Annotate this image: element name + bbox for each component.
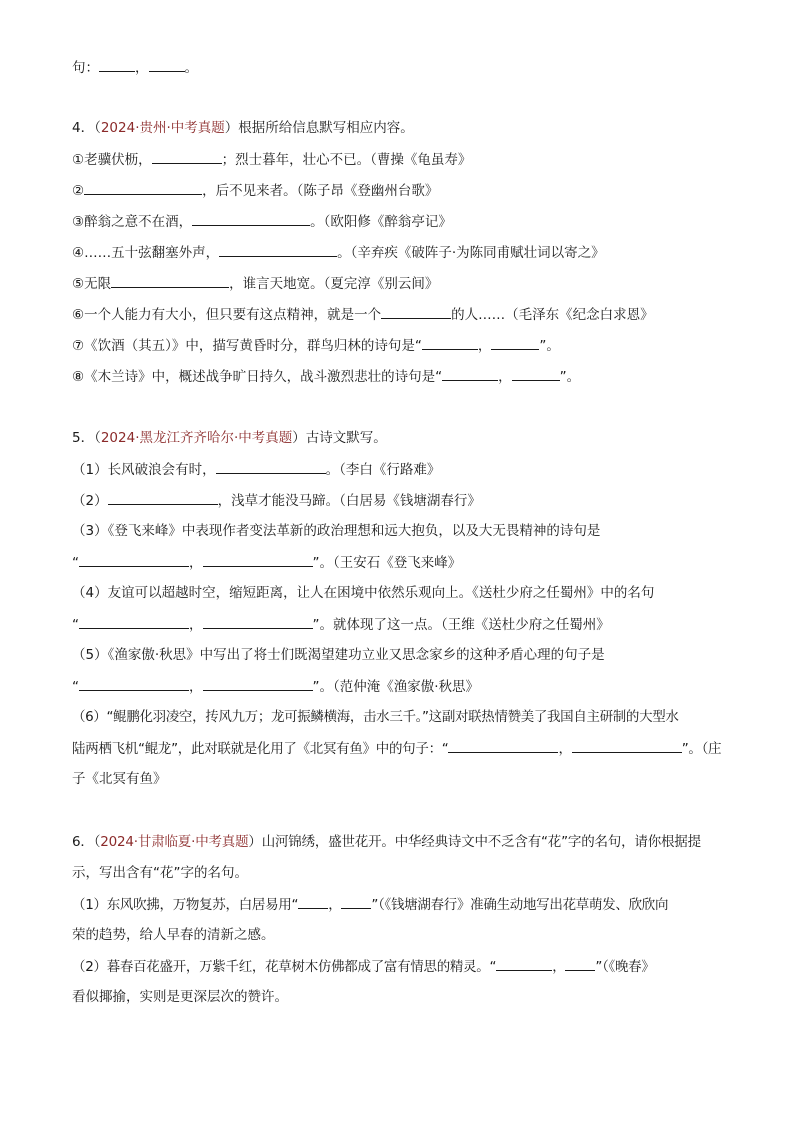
- question-number: 5．（: [72, 430, 101, 446]
- answer-blank[interactable]: [512, 366, 560, 381]
- text: ④……五十弦翻塞外声，: [72, 245, 220, 261]
- text: ，谁言天地宽。（夏完淳《别云间》: [229, 276, 439, 292]
- q4-item-7: [72, 335, 724, 355]
- q6-line-6: [72, 987, 724, 1007]
- q4-item-5: [72, 273, 724, 293]
- answer-blank[interactable]: [149, 57, 185, 72]
- text: ，: [189, 555, 203, 571]
- text: ⑦《饮酒（其五）》中，描写黄昏时分，群鸟归林的诗句是“: [72, 338, 422, 354]
- question-text: 根据所给信息默写相应内容。: [238, 120, 414, 136]
- answer-blank[interactable]: [496, 956, 552, 971]
- answer-blank[interactable]: [203, 552, 313, 567]
- question-6-stem: [72, 832, 724, 852]
- question-source: 2024·甘肃临夏·中考真题: [100, 834, 249, 850]
- answer-blank[interactable]: [298, 894, 328, 909]
- text: ，浅草才能没马蹄。（白居易《钱塘湖春行》: [217, 493, 481, 509]
- q5-line-11: [72, 769, 724, 789]
- text: “: [72, 555, 79, 571]
- text: ）: [248, 834, 262, 850]
- q5-line-1: [72, 459, 724, 479]
- q5-line-8: [72, 676, 724, 696]
- text: ”（《晚春》: [595, 959, 655, 975]
- question-number: 6．（: [72, 834, 101, 850]
- text: 子《北冥有鱼》: [72, 771, 167, 787]
- text: ，: [477, 338, 492, 354]
- answer-blank[interactable]: [111, 273, 229, 288]
- text: 陆两栖飞机“鲲龙”，此对联就是化用了《北冥有鱼》中的句子：“: [72, 741, 449, 757]
- text: （4）友谊可以超越时空，缩短距离，让人在困境中依然乐观向上。《送杜少府之任蜀州》中的名句: [72, 585, 655, 601]
- q5-line-5: [72, 583, 724, 603]
- text: ”。（庄: [681, 741, 722, 757]
- q5-line-10: [72, 738, 724, 758]
- text: ”。: [539, 338, 560, 354]
- text: （3）《登飞来峰》中表现作者变法革新的政治理想和远大抱负，以及大无畏精神的诗句是: [72, 523, 601, 539]
- answer-blank[interactable]: [422, 335, 478, 350]
- text: 荣的趋势，给人早春的清新之感。: [72, 927, 275, 943]
- question-text: 山河锦绣，盛世花开。中华经典诗文中不乏含有“花”字的名句，请你根据提: [261, 834, 701, 850]
- question-number: 4．（: [72, 120, 101, 136]
- text: ②: [72, 183, 85, 199]
- text: 示，写出含有“花”字的名句。: [72, 865, 248, 881]
- q4-item-1: [72, 149, 724, 169]
- answer-blank[interactable]: [79, 552, 189, 567]
- q6-line-5: [72, 956, 724, 976]
- answer-blank[interactable]: [99, 57, 135, 72]
- text: （1）东风吹拂，万物复苏，白居易用“: [72, 897, 299, 913]
- question-text: 古诗文默写。: [305, 430, 387, 446]
- text: ⑧《木兰诗》中，概述战争旷日持久，战斗激烈悲壮的诗句是“: [72, 369, 443, 385]
- text: （1）长风破浪会有时，: [72, 462, 216, 478]
- answer-blank[interactable]: [219, 242, 337, 257]
- text: 。: [184, 60, 198, 76]
- q5-line-6: [72, 614, 724, 634]
- answer-blank[interactable]: [192, 211, 310, 226]
- answer-blank[interactable]: [491, 335, 539, 350]
- q4-item-3: [72, 211, 724, 231]
- answer-blank[interactable]: [448, 738, 558, 753]
- q4-item-8: [72, 366, 724, 386]
- text: （5）《渔家傲·秋思》中写出了将士们既渴望建功立业又思念家乡的这种矛盾心理的句子是: [72, 647, 605, 663]
- answer-blank[interactable]: [203, 676, 313, 691]
- q6-line-3: [72, 894, 724, 914]
- question-4-stem: [72, 118, 724, 138]
- text: ，: [552, 959, 566, 975]
- text: ，: [328, 897, 342, 913]
- text: ”（《钱塘湖春行》准确生动地写出花草萌发、欣欣向: [371, 897, 669, 913]
- answer-blank[interactable]: [381, 304, 451, 319]
- text: 的人……（毛泽东《纪念白求恩》: [451, 307, 654, 323]
- text: （6）“鲲鹏化羽凌空，抟风九万；龙可振鳞横海，击水三千。”这副对联热情赞美了我国自主研制的大型水: [72, 709, 679, 725]
- text: ，: [498, 369, 512, 385]
- text: ③醉翁之意不在酒，: [72, 214, 193, 230]
- text: （2）: [72, 493, 108, 509]
- answer-blank[interactable]: [203, 614, 313, 629]
- text: 。（辛弃疾《破阵子·为陈同甫赋壮词以寄之》: [337, 245, 605, 261]
- text: “: [72, 679, 79, 695]
- answer-blank[interactable]: [79, 614, 189, 629]
- text: ”。（王安石《登飞来峰》: [312, 555, 462, 571]
- text: ，: [189, 679, 203, 695]
- text: ”。（范仲淹《渔家傲·秋思》: [312, 679, 480, 695]
- text: ，: [135, 60, 149, 76]
- text: ”。就体现了这一点。（王维《送杜少府之任蜀州》: [312, 617, 610, 633]
- text: ，后不见来者。（陈子昂《登幽州台歌》: [202, 183, 439, 199]
- text: ⑥一个人能力有大小，但只要有这点精神，就是一个: [72, 307, 382, 323]
- text: ）: [224, 120, 239, 136]
- text: 看似揶揄，实则是更深层次的赞许。: [72, 989, 288, 1005]
- q5-line-2: [72, 490, 724, 510]
- q4-item-4: [72, 242, 724, 262]
- text: （2）暮春百花盛开，万紫千红，花草树木仿佛都成了富有情思的精灵。“: [72, 959, 497, 975]
- question-5-stem: [72, 428, 724, 448]
- text: ”。: [559, 369, 581, 385]
- text: ，: [189, 617, 203, 633]
- answer-blank[interactable]: [216, 459, 326, 474]
- question-source: 2024·黑龙江齐齐哈尔·中考真题: [100, 430, 293, 446]
- q5-line-4: [72, 552, 724, 572]
- text: ）: [292, 430, 306, 446]
- text: 。（欧阳修《醉翁亭记》: [310, 214, 452, 230]
- answer-blank[interactable]: [152, 149, 222, 164]
- q5-line-9: [72, 707, 724, 727]
- text: 。（李白《行路难》: [325, 462, 441, 478]
- answer-blank[interactable]: [572, 738, 682, 753]
- q6-line-2: [72, 863, 724, 883]
- text: ⑤无限: [72, 276, 112, 292]
- answer-blank[interactable]: [341, 894, 371, 909]
- q4-item-2: [72, 180, 724, 200]
- text: “: [72, 617, 79, 633]
- answer-blank[interactable]: [84, 180, 202, 195]
- text: ①老骥伏枥，: [72, 152, 152, 168]
- text: ，: [558, 741, 572, 757]
- q4-item-6: [72, 304, 724, 324]
- question-source: 2024·贵州·中考真题: [100, 120, 225, 136]
- answer-blank[interactable]: [442, 366, 498, 381]
- q5-line-3: [72, 521, 724, 541]
- text: 句：: [72, 60, 99, 76]
- answer-blank[interactable]: [108, 490, 218, 505]
- q6-line-4: [72, 925, 724, 945]
- answer-blank[interactable]: [565, 956, 595, 971]
- text: ；烈士暮年，壮心不已。（曹操《龟虽寿》: [221, 152, 472, 168]
- q5-line-7: [72, 645, 724, 665]
- intro-line: [72, 57, 724, 77]
- answer-blank[interactable]: [79, 676, 189, 691]
